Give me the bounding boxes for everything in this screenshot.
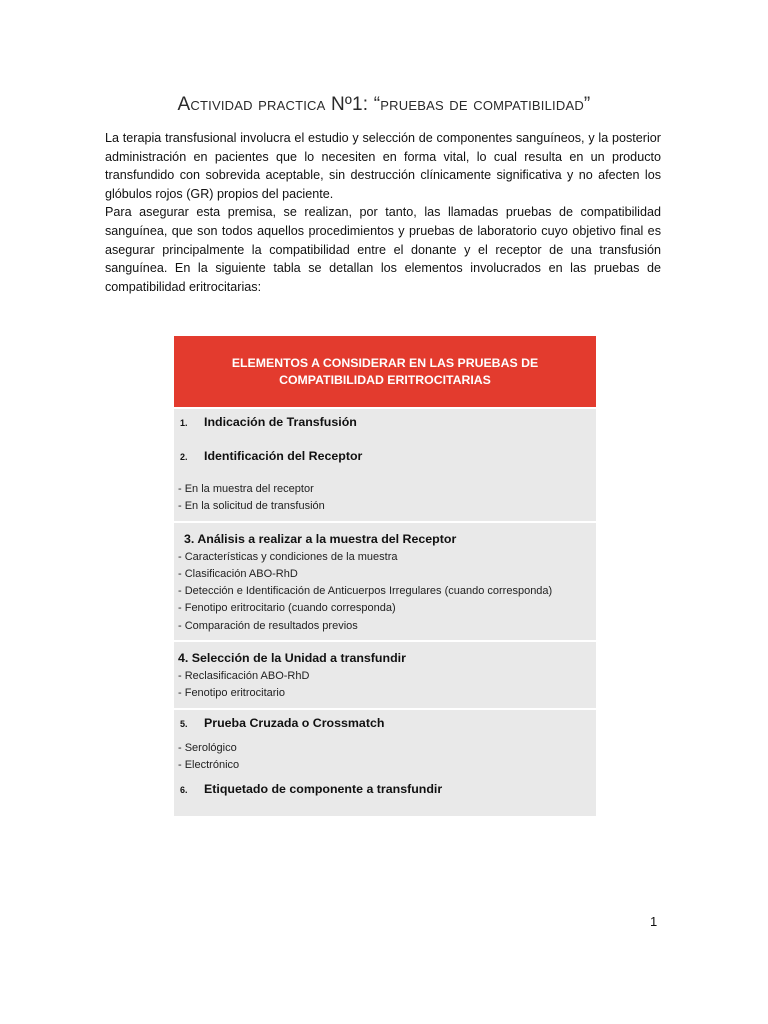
list-item: - Fenotipo eritrocitario (178, 687, 285, 700)
item-number: 2. (180, 452, 188, 462)
list-item: - Fenotipo eritrocitario (cuando corresponda) (178, 602, 396, 615)
compatibility-table (174, 336, 596, 816)
table-section-3 (174, 640, 596, 708)
page-number: 1 (650, 914, 658, 929)
paragraph-2: Para asegurar esta premisa, se realizan, por tanto, las llamadas pruebas de compatibilidad sanguínea, que son todos aquellos procedimientos y pruebas de laboratorio cuyo objetivo final es asegurar principalmente la compatibilidad entre el donante y el receptor de una transfusión sanguínea. En la siguiente tabla se detallan los elementos involucrados en las pruebas de compatibilidad eritrocitarias: (105, 205, 661, 294)
table-section-2 (174, 521, 596, 640)
paragraph-1: La terapia transfusional involucra el estudio y selección de componentes sanguíneos, y la posterior administración en pacientes que lo necesiten en forma vital, lo cual resulta en un producto transfundido con sobrevida aceptable, sin destrucción clínicamente significativa y no afecten los glóbulos rojos (GR) propios del paciente. (105, 131, 661, 201)
item-heading: 4. Selección de la Unidad a transfundir (178, 651, 406, 666)
item-heading: Indicación de Transfusión (204, 415, 357, 429)
item-heading: 3. Análisis a realizar a la muestra del Receptor (184, 531, 457, 546)
item-heading: Etiquetado de componente a transfundir (204, 782, 443, 797)
item-heading: Identificación del Receptor (204, 449, 363, 463)
table-section-1 (174, 407, 596, 521)
page-title: Actividad practica Nº1: “pruebas de compatibilidad” (177, 94, 591, 115)
list-item: - En la muestra del receptor (178, 483, 314, 495)
list-item: - Comparación de resultados previos (178, 619, 358, 632)
item-number: 5. (180, 718, 188, 729)
list-item: - Detección e Identificación de Anticuerpos Irregulares (cuando corresponda) (178, 585, 553, 598)
list-item: - Reclasificación ABO-RhD (178, 670, 310, 683)
body-text (105, 129, 661, 296)
item-heading: Prueba Cruzada o Crossmatch (204, 715, 385, 730)
list-item: - Clasificación ABO-RhD (178, 567, 298, 580)
list-item: - En la solicitud de transfusión (178, 500, 325, 513)
table-header: ELEMENTOS A CONSIDERAR EN LAS PRUEBAS DE COMPATIBILIDAD ERITROCITARIAS (174, 336, 596, 407)
list-item: - Serológico (178, 741, 237, 754)
list-item: - Electrónico (178, 758, 240, 771)
item-number: 1. (180, 418, 188, 428)
list-item: - Características y condiciones de la muestra (178, 550, 398, 563)
table-section-4 (174, 708, 596, 812)
item-number: 6. (180, 785, 188, 796)
